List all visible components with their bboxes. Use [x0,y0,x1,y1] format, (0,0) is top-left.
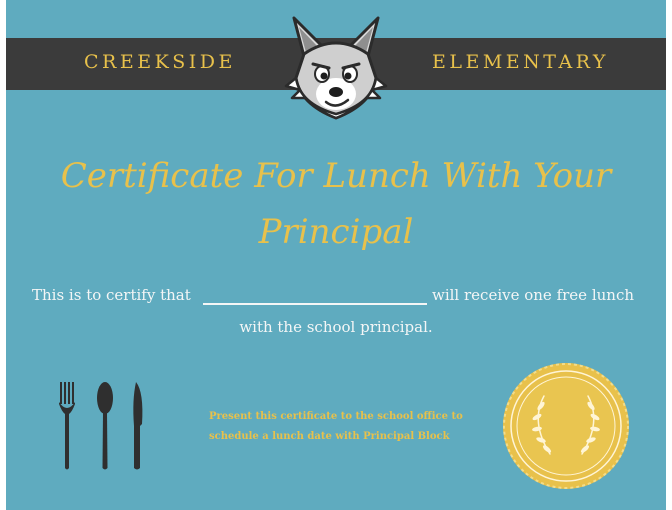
present-instructions [209,407,463,447]
fork-icon [59,382,75,470]
present-line2: schedule a lunch date with Principal Block [209,431,450,442]
knife-icon [133,382,142,470]
school-name-right: ELEMENTARY [432,51,609,73]
principal-text: with the school principal. [239,318,433,336]
certificate-title-line2: Principal [258,212,414,252]
certify-text: This is to certify that [32,286,191,304]
free-lunch-text: will receive one free lunch [432,286,635,304]
certificate [6,0,666,510]
certificate-title-line1: Certificate For Lunch With Your [60,156,612,196]
present-line1: Present this certificate to the school office to [209,411,463,422]
fox-mascot-icon [276,14,396,124]
recipient-name-line [203,303,427,305]
utensils-group [56,380,146,472]
spoon-icon [97,382,113,470]
school-name-left: CREEKSIDE [84,51,236,73]
gold-seal-icon [500,362,632,490]
